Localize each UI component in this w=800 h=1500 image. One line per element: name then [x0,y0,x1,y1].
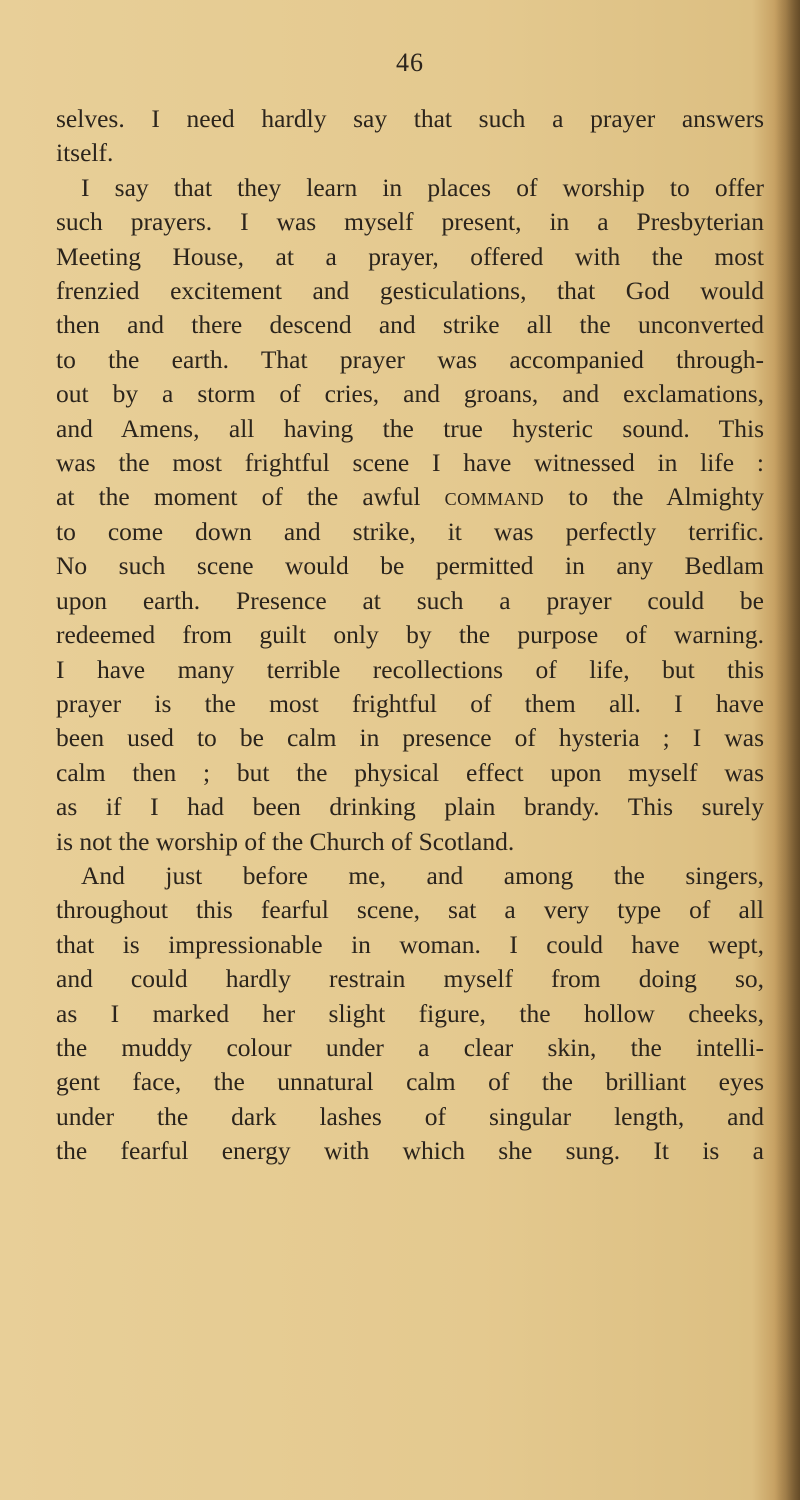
text-line: prayer is the most frightful of them all. I have [56,688,764,718]
text-line: to come down and strike, it was perfectly terrific. [56,516,764,546]
page-edge-shadow [774,0,800,1500]
text-line: No such scene would be permitted in any Bedlam [56,551,764,581]
text-line: under the dark lashes of singular length, and [56,1101,764,1131]
small-caps-word: command [444,482,545,512]
text-line: itself. [56,138,114,168]
text-line: redeemed from guilt only by the purpose of warning. [56,620,764,650]
text-line: then and there descend and strike all the unconverted [56,310,764,340]
text-line: upon earth. Presence at such a prayer could be [56,585,764,615]
text-line [56,480,764,514]
text-line: selves. I need hardly say that such a prayer answers [56,104,764,133]
text-line: Meeting House, at a prayer, offered with the most [56,241,764,271]
text-line: the muddy colour under a clear skin, the intelli- [56,1032,764,1062]
text-line: and could hardly restrain myself from doing so, [56,964,764,994]
text-line: And just before me, and among the singers, [81,860,764,890]
text-segment: at the moment of the awful [56,482,421,512]
text-line: I say that they learn in places of worship to offer [81,172,764,202]
text-line: the fearful energy with which she sung. It is a [56,1136,764,1166]
body-text [56,102,764,1169]
text-segment: to the Almighty [568,482,764,512]
page-number: 46 [396,48,424,77]
text-line: as if I had been drinking plain brandy. This surely [56,792,764,822]
text-line: been used to be calm in presence of hysteria ; I was [56,723,764,753]
text-line: is not the worship of the Church of Scotland. [56,826,515,856]
text-line: as I marked her slight figure, the hollow cheeks, [56,998,764,1028]
text-line: frenzied excitement and gesticulations, that God would [56,276,764,306]
text-line: I have many terrible recollections of life, but this [56,654,764,684]
text-line: out by a storm of cries, and groans, and exclamations, [56,379,764,409]
text-line: was the most frightful scene I have witnessed in life : [56,448,764,478]
text-line: gent face, the unnatural calm of the brilliant eyes [56,1067,764,1097]
text-line: and Amens, all having the true hysteric sound. This [56,413,764,443]
text-line: throughout this fearful scene, sat a very type of all [56,895,764,925]
text-line: to the earth. That prayer was accompanied through- [56,344,764,374]
text-line: such prayers. I was myself present, in a Presbyterian [56,207,764,237]
text-line: calm then ; but the physical effect upon myself was [56,757,764,787]
text-line: that is impressionable in woman. I could have wept, [56,929,764,959]
